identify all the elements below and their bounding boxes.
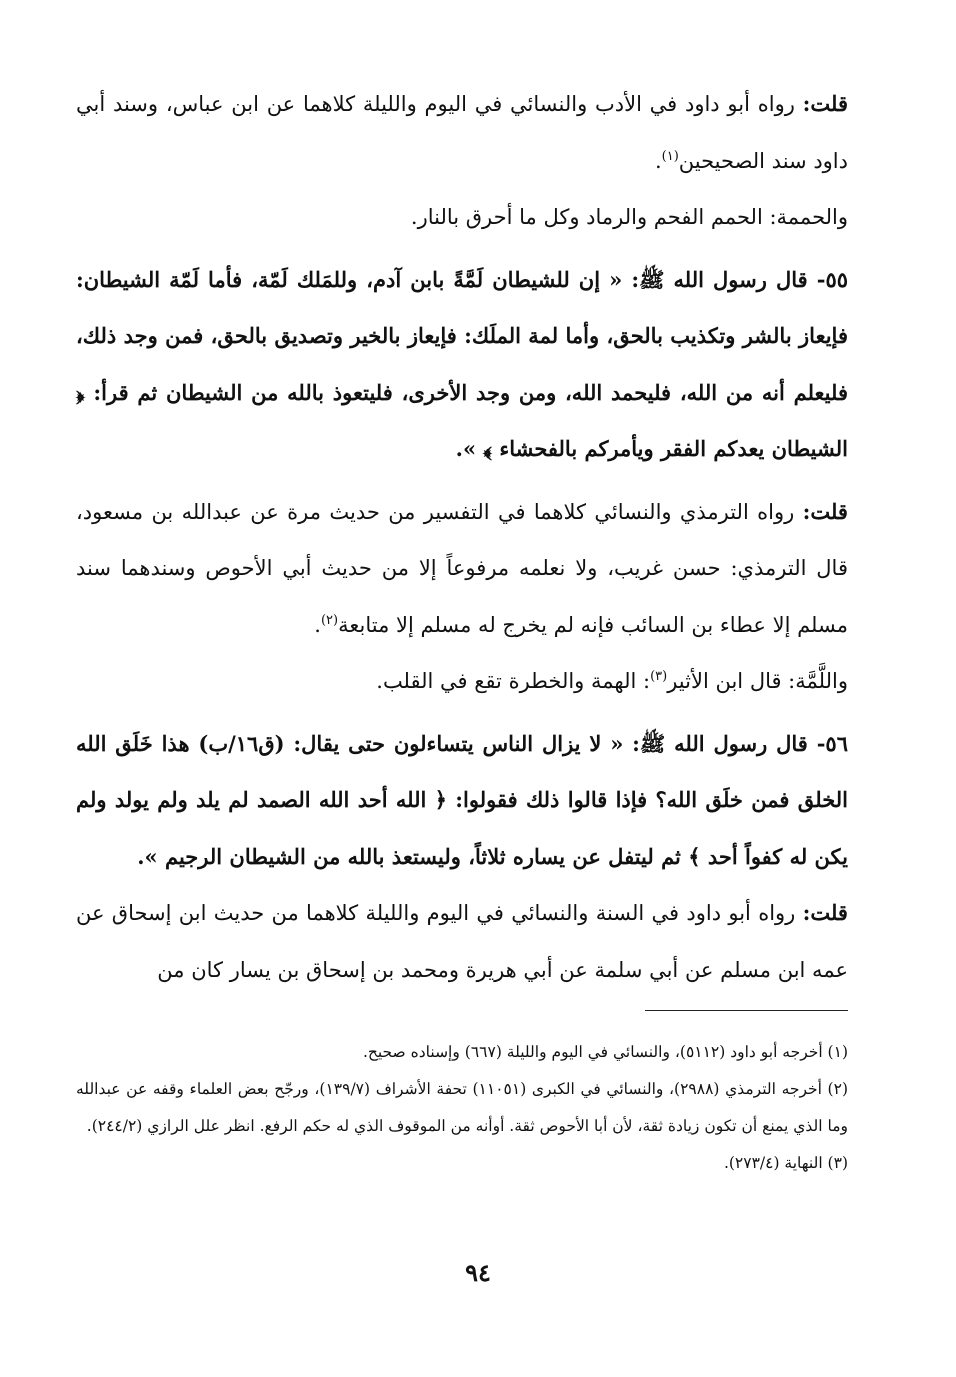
qult-label: قلت:: [802, 498, 848, 524]
paragraph-text: رواه أبو داود في السنة والنسائي في اليوم والليلة كلاهما من حديث ابن إسحاق عن عمه ابن مسلم عن أبي سلمة عن أبي هريرة ومحمد بن إسحاق بن يسار كان من: [76, 901, 848, 982]
paragraph-text: : الهمة والخطرة تقع في القلب.: [376, 669, 651, 693]
footnote-separator: [645, 1010, 848, 1011]
paragraph-qult-1: [76, 76, 848, 189]
paragraph-qult-3: [76, 885, 848, 998]
page-number: ٩٤: [465, 1258, 491, 1287]
qult-label: قلت:: [802, 900, 848, 925]
hadith-55: [76, 252, 848, 478]
paragraph-text: والحممة: الحمم الفحم والرماد وكل ما أحرق بالنار.: [410, 205, 848, 229]
paragraph-end: .: [314, 612, 321, 637]
paragraph-text: واللَّمَّة: قال ابن الأثير: [667, 669, 848, 693]
main-text: [76, 76, 848, 998]
footnote-1: (١) أخرجه أبو داود (٥١١٢)، والنسائي في اليوم والليلة (٦٦٧) وإسناده صحيح.: [362, 1043, 848, 1061]
paragraph-definition-lamma: [76, 653, 848, 710]
footnote-3: (٣) النهاية (٢٧٣/٤).: [723, 1154, 848, 1172]
paragraph-definition-humama: [76, 189, 848, 246]
footnotes: [76, 1034, 848, 1182]
footnote-2: (٢) أخرجه الترمذي (٢٩٨٨)، والنسائي في الكبرى (١١٠٥١) تحفة الأشراف (١٣٩/٧)، ورجّح بعض العلماء وقفه عن عبدالله وما الذي يمنع أن تكون زيادة ثقة، لأن أبا الأحوص ثقة. أوأنه من الموقوف الذي له حكم الرفع. انظر علل الرازي (٢٤٤/٢).: [76, 1080, 848, 1135]
paragraph-text: رواه أبو داود في الأدب والنسائي في اليوم والليلة كلاهما عن ابن عباس، وسند أبي داود سند الصحيحين: [76, 92, 848, 173]
paragraph-end: .: [654, 148, 662, 173]
footnote-ref-3[interactable]: (٣): [650, 669, 668, 684]
paragraph-text: رواه الترمذي والنسائي كلاهما في التفسير من حديث مرة عن عبدالله بن مسعود، قال الترمذي: حسن غريب، ولا نعلمه مرفوعاً إلا من حديث أبي الأحوص وسندهما سند مسلم إلا عطاء بن السائب فإنه لم يخرج له مسلم إلا متابعة: [76, 499, 848, 637]
footnote-ref-2[interactable]: (٢): [320, 612, 339, 628]
footnote-ref-1[interactable]: (١): [661, 148, 679, 164]
paragraph-qult-2: [76, 484, 848, 654]
hadith-text: ٥٦- قال رسول الله ﷺ: « لا يزال الناس يتساءلون حتى يقال: (ق١٦/ب) هذا خَلَق الله الخلق فمن خلَق الله؟ فإذا قالوا ذلك فقولوا: ﴿ الله أحد الله الصمد لم يلد ولم يولد ولم يكن له كفواً أحد ﴾ ثم ليتفل عن يساره ثلاثاً، وليستعذ بالله من الشيطان الرجيم ».: [76, 730, 848, 869]
hadith-56: [76, 716, 848, 886]
hadith-text: ٥٥- قال رسول الله ﷺ: « إن للشيطان لَمَّةً بابن آدم، وللمَلك لَمّة، فأما لَمّة الشيطان: فإيعاز بالشر وتكذيب بالحق، وأما لمة الملَك: فإيعاز بالخير وتصديق بالحق، فمن وجد ذلك، فليعلم أنه من الله، فليحمد الله، ومن وجد الأخرى، فليتعوذ بالله من الشيطان ثم قرأ: ﴿ الشيطان يعدكم الفقر ويأمركم بالفحشاء ﴾ ».: [76, 266, 848, 461]
qult-label: قلت:: [802, 91, 849, 116]
